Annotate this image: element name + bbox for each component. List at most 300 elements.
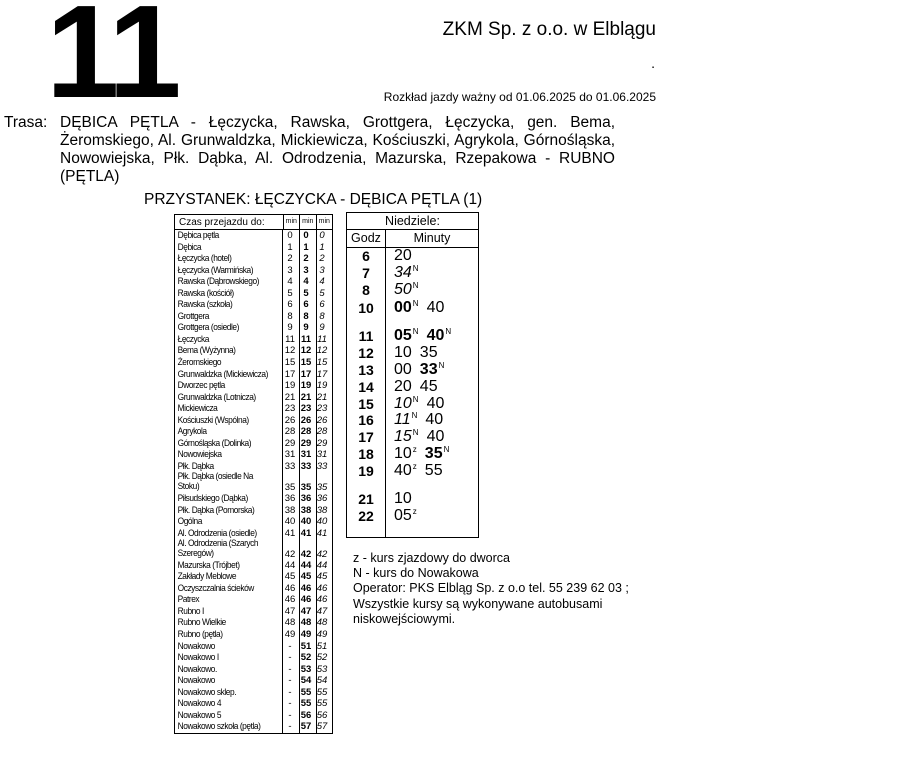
- travel-time-a: 49: [284, 628, 296, 640]
- travel-time-b: 0: [303, 230, 309, 241]
- departure-minute: 55: [424, 462, 443, 479]
- travel-time-b: 3: [303, 264, 309, 276]
- travel-time-a: 48: [284, 617, 296, 629]
- travel-time-row: [175, 721, 332, 733]
- travel-time-c: 40: [316, 516, 328, 528]
- travel-time-b: 54: [300, 675, 312, 687]
- travel-time-b: 55: [300, 686, 312, 698]
- departure-minute: 40: [426, 299, 445, 316]
- stop-name: Łęczycka (Warmińska): [177, 264, 254, 276]
- note-line: niskowejściowymi.: [353, 611, 456, 626]
- minute-footnote-mark: z: [412, 507, 417, 516]
- travel-time-row: [175, 403, 332, 415]
- travel-time-c: 33: [316, 460, 328, 472]
- travel-time-b: 38: [300, 504, 312, 516]
- departure-hour: 17: [358, 429, 374, 445]
- travel-time-a: -: [288, 652, 292, 664]
- travel-time-c: 1: [319, 241, 325, 253]
- stop-name: Bema (Wyżynna): [177, 345, 236, 357]
- minute-footnote-mark: N: [412, 327, 419, 336]
- travel-time-row: [175, 652, 332, 664]
- notes: [353, 551, 653, 627]
- travel-time-b: 31: [300, 449, 312, 461]
- travel-time-c: 54: [316, 675, 328, 687]
- stop-title: PRZYSTANEK: ŁĘCZYCKA - DĘBICA PĘTLA (1): [144, 191, 483, 208]
- travel-time-a: -: [288, 709, 292, 721]
- travel-time-b: 33: [300, 460, 312, 472]
- travel-times-table: [174, 214, 333, 734]
- stop-name: Grunwaldzka (Lotnicza): [177, 391, 256, 403]
- travel-time-a: 11: [285, 333, 295, 345]
- departure-minute: 10: [394, 490, 412, 507]
- travel-time-a: 46: [284, 594, 296, 606]
- travel-time-row: [175, 472, 332, 493]
- stop-name: Łęczycka: [177, 333, 209, 345]
- travel-time-c: 9: [319, 322, 325, 334]
- travel-time-row: [175, 675, 332, 687]
- departures-header: [347, 230, 478, 248]
- stop-name: Agrykola: [177, 426, 207, 438]
- stop-name: Nowowiejska: [177, 449, 222, 461]
- stop-name: Kościuszki (Wspólna): [177, 414, 249, 426]
- route-description: DĘBICA PĘTLA - Łęczycka, Rawska, Grottgera, Łęczycka, gen. Bema, Żeromskiego, Al. Grunwaldzka, Mickiewicza, Kościuszki, Agrykola, Górnośląska, Nowowiejska, Płk. Dąbka, Al. Odrodzenia, Mazurska, Rzepakowa - RUBNO (PĘTLA): [60, 114, 615, 185]
- departure-minute: 40: [426, 395, 445, 412]
- travel-time-c: 51: [316, 640, 328, 652]
- travel-time-row: [175, 253, 332, 265]
- stop-name: Nowakowo 4: [177, 698, 222, 710]
- travel-time-c: 11: [317, 333, 327, 345]
- stop-name: Patrex: [177, 594, 200, 606]
- departure-minute: $50^N$: [394, 281, 419, 298]
- travel-time-row: [175, 242, 332, 254]
- travel-time-b: 5: [303, 287, 309, 299]
- travel-time-a: 42: [284, 548, 296, 560]
- travel-time-row: [175, 505, 332, 517]
- stop-name: Nowakowo: [177, 640, 216, 652]
- travel-time-c: 48: [316, 617, 328, 629]
- note-line: z - kurs zjazdowy do dworca: [353, 551, 511, 565]
- stop-name: Nowakowo.: [177, 663, 217, 675]
- stop-name: Nowakowo sklep.: [177, 686, 237, 698]
- travel-time-row: [175, 629, 332, 641]
- note-line: N - kurs do Nowakowa: [353, 566, 479, 581]
- travel-time-c: 28: [316, 426, 328, 438]
- travel-time-a: 5: [287, 287, 293, 299]
- stop-name: Rawska (kościół): [177, 287, 234, 299]
- travel-time-row: [175, 369, 332, 381]
- travel-time-b: 11: [300, 333, 312, 345]
- travel-time-c: 47: [316, 605, 328, 617]
- departure-minute: $00^N$: [394, 299, 419, 316]
- travel-time-row: [175, 641, 332, 653]
- travel-time-row: [175, 415, 332, 427]
- travel-time-b: 26: [300, 414, 312, 426]
- stop-name: Grottgera: [177, 310, 210, 322]
- travel-time-a: 15: [284, 357, 296, 369]
- stop-name: Ogólna: [177, 516, 202, 528]
- departure-hour: 14: [358, 379, 374, 395]
- departure-row: [347, 396, 452, 412]
- travel-time-row: [175, 357, 332, 369]
- travel-time-a: 33: [284, 460, 296, 472]
- stop-name: Płk. Dąbka: [177, 460, 214, 472]
- travel-time-c: 56: [316, 709, 328, 721]
- stop-name: Górnośląska (Dolinka): [177, 437, 252, 449]
- travel-time-row: [175, 380, 332, 392]
- travel-time-row: [175, 299, 332, 311]
- travel-time-c: 57: [316, 721, 328, 733]
- travel-time-c: 49: [316, 628, 328, 640]
- travel-time-a: 12: [284, 345, 296, 357]
- travel-time-a: 45: [284, 571, 296, 583]
- travel-time-b: 56: [300, 709, 312, 721]
- travel-time-c: 46: [316, 594, 328, 606]
- departure-hour: 15: [358, 396, 374, 412]
- travel-time-b: 1: [303, 241, 309, 253]
- travel-time-a: 36: [284, 492, 296, 504]
- departure-minute: $40^N$: [426, 327, 452, 344]
- departure-hour: 11: [358, 328, 374, 344]
- travel-time-row: [175, 438, 332, 450]
- route-number: 11: [46, 0, 178, 125]
- departure-minute: 40: [425, 411, 444, 428]
- departure-hour: 22: [358, 508, 374, 524]
- travel-time-a: 28: [284, 426, 296, 438]
- travel-time-c: 46: [316, 582, 328, 594]
- stop-name: Al. Odrodzenia (osiedle): [177, 527, 257, 539]
- travel-time-b: 35: [300, 481, 312, 493]
- travel-time-c: 3: [319, 264, 325, 276]
- travel-time-c: 42: [316, 548, 328, 560]
- travel-time-b: 12: [300, 345, 312, 357]
- stop-name: Rubno I: [177, 605, 204, 617]
- travel-time-c: 44: [316, 559, 328, 571]
- stop-name: Piłsudskiego (Dąbka): [177, 492, 248, 504]
- travel-time-b: 48: [300, 617, 312, 629]
- travel-time-a: 23: [284, 403, 296, 415]
- stop-name: Grunwaldzka (Mickiewicza): [177, 368, 268, 380]
- travel-time-b: 53: [300, 663, 312, 675]
- travel-time-b: 57: [300, 721, 312, 733]
- travel-times-rows: [175, 230, 332, 733]
- stop-name: Płk. Dąbka (Pomorska): [177, 504, 255, 516]
- travel-time-b: 2: [303, 253, 309, 265]
- travel-time-row: [175, 230, 332, 242]
- header-dot: .: [651, 55, 655, 71]
- travel-time-row: [175, 698, 332, 710]
- departure-row: [347, 345, 446, 361]
- travel-time-a: 26: [284, 414, 296, 426]
- min-label-3: min: [316, 215, 332, 229]
- travel-time-row: [175, 311, 332, 323]
- note-line: Wszystkie kursy są wykonywane autobusami: [353, 596, 603, 611]
- company-name: ZKM Sp. z o.o. w Elblągu: [442, 19, 656, 40]
- stop-name: Oczyszczalnia ścieków: [177, 582, 254, 594]
- stop-name: Płk. Dąbka (osiedle Na Stoku): [177, 471, 254, 493]
- travel-time-a: 40: [284, 516, 296, 528]
- departure-minute: 05$^z$: [394, 507, 417, 524]
- stop-name: Nowakowo 5: [177, 709, 222, 721]
- travel-time-row: [175, 276, 332, 288]
- departure-hour: 19: [358, 463, 374, 479]
- departure-row: [347, 463, 451, 479]
- departure-row: [347, 429, 452, 445]
- stop-name: Dworzec pętla: [177, 380, 225, 392]
- travel-time-row: [175, 426, 332, 438]
- travel-time-c: 5: [319, 287, 325, 299]
- travel-time-row: [175, 664, 332, 676]
- travel-time-a: 46: [284, 582, 296, 594]
- departure-minute: 20: [394, 378, 412, 395]
- min-label-1: min: [283, 215, 299, 229]
- travel-time-b: 8: [303, 310, 309, 322]
- travel-time-c: 55: [316, 686, 328, 698]
- departure-hour: 16: [358, 412, 374, 428]
- travel-time-c: 4: [319, 276, 325, 288]
- travel-time-a: 38: [284, 504, 296, 516]
- stop-name: Grottgera (osiedle): [177, 322, 239, 334]
- travel-time-row: [175, 571, 332, 583]
- travel-time-a: 1: [287, 241, 293, 253]
- departures-table: [346, 212, 479, 538]
- stop-name: Nowakowo I: [177, 652, 219, 664]
- departure-row: [347, 282, 427, 298]
- minute-footnote-mark: N: [438, 361, 445, 370]
- departure-row: [347, 379, 446, 395]
- travel-time-a: 21: [284, 391, 296, 403]
- travel-times-header: [175, 215, 332, 230]
- stop-name: Dębica: [177, 241, 202, 253]
- note-line: Operator: PKS Elbląg Sp. z o.o tel. 55 239 62 03 ;: [353, 581, 629, 596]
- travel-time-row: [175, 710, 332, 722]
- departure-minute: $15^N$: [394, 428, 419, 445]
- departure-minute: 20: [394, 247, 412, 264]
- travel-time-a: 8: [287, 310, 293, 322]
- minutes-column-header: Minuty: [413, 231, 451, 245]
- stop-name: Mickiewicza: [177, 403, 218, 415]
- travel-time-b: 36: [300, 492, 312, 504]
- minute-footnote-mark: N: [443, 445, 450, 454]
- route-label: Trasa:: [4, 114, 48, 131]
- departure-hour: 10: [358, 300, 374, 316]
- departure-hour: 7: [362, 265, 370, 281]
- travel-time-c: 38: [316, 504, 328, 516]
- travel-time-a: 9: [287, 322, 293, 334]
- travel-time-c: 0: [319, 230, 325, 241]
- stop-name: Żeromskiego: [177, 357, 222, 369]
- travel-times-header-label: Czas przejazdu do:: [179, 216, 265, 228]
- departure-row: [347, 508, 425, 524]
- travel-time-row: [175, 392, 332, 404]
- stop-name: Rawska (Dąbrowskiego): [177, 276, 259, 288]
- travel-time-b: 55: [300, 698, 312, 710]
- travel-time-b: 17: [300, 368, 312, 380]
- departure-minute: $33^N$: [419, 361, 445, 378]
- travel-time-row: [175, 334, 332, 346]
- departure-row: [347, 248, 420, 264]
- departure-row: [347, 300, 452, 316]
- travel-time-row: [175, 516, 332, 528]
- minute-footnote-mark: z: [412, 462, 417, 471]
- travel-time-b: 47: [300, 605, 312, 617]
- departure-row: [347, 412, 451, 428]
- travel-time-c: 36: [316, 492, 328, 504]
- departure-minute: $11^N$: [394, 411, 418, 428]
- travel-time-c: 53: [316, 663, 328, 675]
- travel-time-b: 23: [300, 403, 312, 415]
- travel-time-b: 46: [300, 594, 312, 606]
- departure-minute: 45: [419, 378, 438, 395]
- travel-time-a: 29: [284, 437, 296, 449]
- travel-time-c: 31: [316, 449, 328, 461]
- minute-footnote-mark: N: [445, 327, 452, 336]
- travel-time-b: 45: [300, 571, 312, 583]
- travel-time-a: 4: [287, 276, 293, 288]
- travel-time-a: 6: [287, 299, 293, 311]
- stop-name: Rubno Wielkie: [177, 617, 226, 629]
- travel-time-a: 35: [284, 481, 296, 493]
- stop-name: Zakłady Meblowe: [177, 571, 237, 583]
- travel-time-c: 52: [316, 652, 328, 664]
- travel-time-a: 2: [287, 253, 293, 265]
- departure-minute: 40$^z$: [394, 462, 417, 479]
- travel-time-b: 21: [300, 391, 312, 403]
- travel-time-row: [175, 687, 332, 699]
- travel-time-a: -: [288, 721, 292, 733]
- departures-day-title: Niedziele:: [347, 213, 478, 230]
- validity-text: Rozkład jazdy ważny od 01.06.2025 do 01.06.2025: [383, 90, 656, 104]
- travel-time-c: 12: [316, 345, 328, 357]
- minute-footnote-mark: z: [412, 445, 417, 454]
- departure-hour: 21: [358, 491, 374, 507]
- travel-time-b: 15: [300, 357, 312, 369]
- travel-time-a: -: [288, 663, 292, 675]
- hour-column-header: Godz: [347, 230, 386, 247]
- travel-time-c: 55: [316, 698, 328, 710]
- travel-time-a: 0: [287, 230, 293, 241]
- departure-minute: 10$^z$: [394, 445, 417, 462]
- stop-name: Nowakowo: [177, 675, 216, 687]
- travel-time-a: 19: [284, 380, 296, 392]
- travel-time-a: 31: [284, 449, 296, 461]
- travel-time-row: [175, 493, 332, 505]
- travel-time-c: 23: [316, 403, 328, 415]
- travel-time-b: 19: [300, 380, 312, 392]
- travel-time-a: -: [288, 698, 292, 710]
- stop-name: Łęczycka (hotel): [177, 253, 232, 265]
- departure-row: [347, 362, 452, 378]
- travel-time-row: [175, 265, 332, 277]
- travel-time-row: [175, 617, 332, 629]
- departure-minute: 40: [426, 428, 445, 445]
- stop-name: Al. Odrodzenia (Szarych Szeregów): [177, 538, 259, 560]
- travel-time-c: 19: [316, 380, 328, 392]
- travel-time-row: [175, 583, 332, 595]
- min-label-2: min: [299, 215, 315, 229]
- departure-row: [347, 491, 420, 507]
- travel-time-c: 6: [319, 299, 325, 311]
- stop-name: Rawska (szkoła): [177, 299, 233, 311]
- travel-time-row: [175, 539, 332, 560]
- travel-time-c: 26: [316, 414, 328, 426]
- travel-time-b: 6: [303, 299, 309, 311]
- travel-time-row: [175, 606, 332, 618]
- departure-minute: $05^N$: [394, 327, 419, 344]
- minute-footnote-mark: N: [412, 395, 419, 404]
- departure-minute: $10^N$: [394, 395, 419, 412]
- departure-row: [347, 328, 459, 344]
- travel-time-b: 51: [300, 640, 312, 652]
- travel-time-b: 28: [300, 426, 312, 438]
- travel-time-row: [175, 560, 332, 572]
- travel-time-a: 47: [284, 605, 296, 617]
- departure-hour: 12: [358, 345, 374, 361]
- stop-name: Rubno (pętla): [177, 628, 223, 640]
- travel-time-b: 40: [300, 516, 312, 528]
- departure-minute: 00: [394, 361, 412, 378]
- travel-time-a: 17: [284, 368, 296, 380]
- travel-time-b: 52: [300, 652, 312, 664]
- departure-minute: $34^N$: [394, 264, 419, 281]
- travel-time-b: 42: [300, 548, 312, 560]
- departure-hour: 8: [362, 282, 370, 298]
- travel-time-c: 8: [319, 310, 325, 322]
- travel-time-a: 41: [284, 527, 296, 539]
- travel-time-b: 49: [300, 628, 312, 640]
- travel-time-c: 29: [316, 437, 328, 449]
- travel-time-a: -: [288, 640, 292, 652]
- stop-name: Nowakowo szkoła (pętla): [177, 721, 261, 733]
- departure-minute: 35: [419, 344, 438, 361]
- travel-time-row: [175, 449, 332, 461]
- travel-time-c: 21: [316, 391, 328, 403]
- departure-minute: $35^N$: [424, 445, 450, 462]
- departure-row: [347, 446, 457, 462]
- travel-time-c: 45: [316, 571, 328, 583]
- minute-footnote-mark: N: [412, 264, 419, 273]
- travel-time-a: -: [288, 686, 292, 698]
- travel-time-b: 46: [300, 582, 312, 594]
- departure-hour: 13: [358, 362, 374, 378]
- minute-footnote-mark: N: [412, 299, 419, 308]
- departure-hour: 6: [362, 248, 370, 264]
- travel-time-a: 44: [284, 559, 296, 571]
- travel-time-c: 15: [316, 357, 328, 369]
- travel-time-c: 2: [319, 253, 325, 265]
- travel-time-b: 4: [303, 276, 309, 288]
- departure-hour: 18: [358, 446, 374, 462]
- stop-name: Dębica pętla: [177, 230, 219, 241]
- travel-time-row: [175, 322, 332, 334]
- departure-minute: 10: [394, 344, 412, 361]
- travel-time-a: -: [288, 675, 292, 687]
- travel-time-row: [175, 288, 332, 300]
- minute-footnote-mark: N: [412, 281, 419, 290]
- travel-time-c: 41: [316, 527, 328, 539]
- travel-time-b: 41: [300, 527, 312, 539]
- travel-time-c: 17: [316, 368, 328, 380]
- travel-time-b: 29: [300, 437, 312, 449]
- travel-time-b: 9: [303, 322, 309, 334]
- travel-time-row: [175, 345, 332, 357]
- travel-time-c: 35: [316, 481, 328, 493]
- travel-time-b: 44: [300, 559, 312, 571]
- travel-time-row: [175, 594, 332, 606]
- departure-row: [347, 265, 427, 281]
- travel-time-a: 3: [287, 264, 293, 276]
- minute-footnote-mark: N: [412, 428, 419, 437]
- stop-name: Mazurska (Trójbet): [177, 559, 240, 571]
